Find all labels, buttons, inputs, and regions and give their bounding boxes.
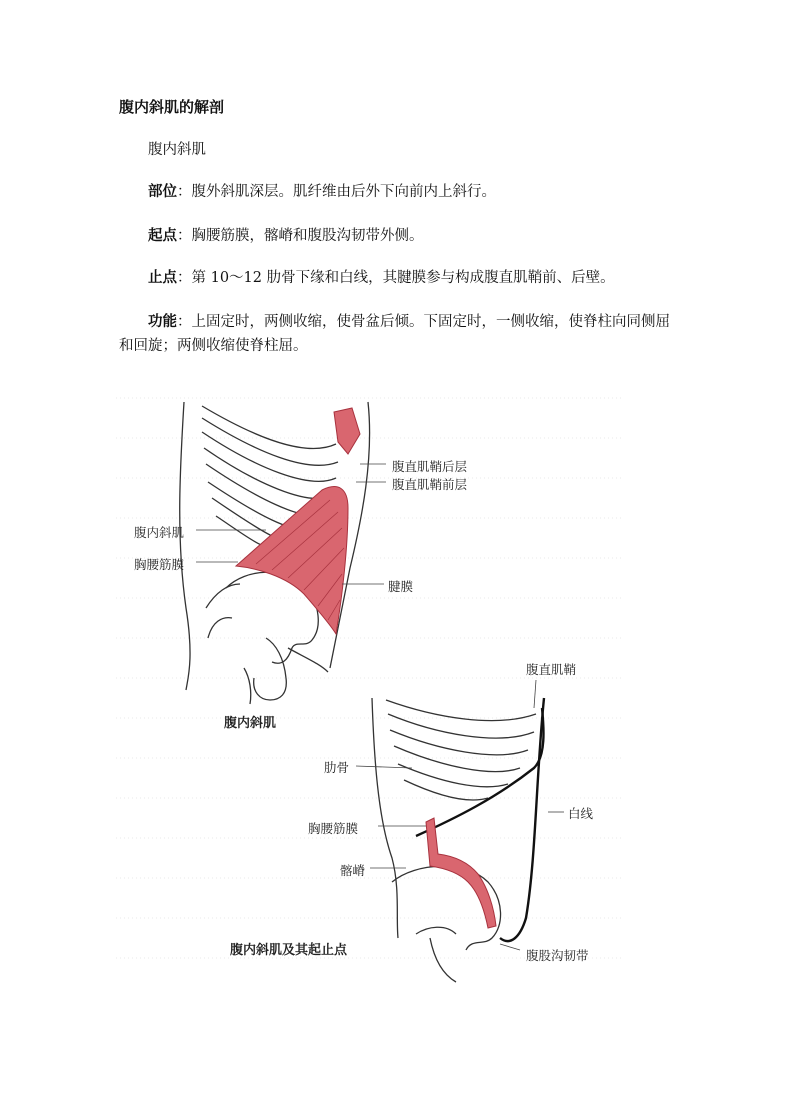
linea-alba-line	[500, 698, 544, 941]
section-label: 部位	[148, 184, 177, 200]
section-insertion	[119, 266, 679, 290]
section-text: ：上固定时，两侧收缩，使骨盆后倾。下固定时，一侧收缩，使脊柱向同侧屈和回旋；两侧收缩使脊柱屈。	[119, 314, 670, 354]
section-label: 功能	[148, 314, 177, 330]
anatomy-illustration	[116, 378, 622, 984]
section-text: ：腹外斜肌深层。肌纤维由后外下向前内上斜行。	[177, 184, 496, 200]
internal-oblique-muscle	[236, 487, 348, 634]
label-rib: 肋骨	[324, 760, 350, 775]
section-location	[119, 180, 679, 204]
section-label: 起点	[148, 228, 177, 244]
caption-bottom: 腹内斜肌及其起止点	[230, 943, 348, 958]
label-rectus-posterior: 腹直肌鞘后层	[392, 459, 468, 474]
origin-strip	[426, 818, 496, 928]
label-internal-oblique: 腹内斜肌	[134, 525, 185, 540]
label-linea-alba: 白线	[568, 806, 594, 821]
upper-muscle-strip	[334, 408, 360, 454]
label-iliac-crest: 髂嵴	[340, 863, 366, 878]
page-title: 腹内斜肌的解剖	[119, 98, 225, 116]
label-rectus-sheath: 腹直肌鞘	[526, 662, 577, 677]
label-thoracolumbar-fascia: 胸腰筋膜	[134, 557, 185, 572]
anatomy-figure	[116, 378, 622, 984]
caption-top: 腹内斜肌	[224, 716, 277, 731]
section-origin	[119, 224, 679, 248]
section-text: ：胸腰筋膜，髂嵴和腹股沟韧带外侧。	[177, 228, 424, 244]
label-aponeurosis: 腱膜	[388, 579, 414, 594]
label-thoracolumbar-fascia-2: 胸腰筋膜	[308, 821, 359, 836]
section-label: 止点	[148, 270, 177, 286]
label-inguinal-ligament: 腹股沟韧带	[526, 948, 589, 963]
section-function	[119, 310, 679, 358]
section-text: ：第 10～12 肋骨下缘和白线，其腱膜参与构成腹直肌鞘前、后壁。	[177, 270, 615, 286]
label-rectus-anterior: 腹直肌鞘前层	[392, 477, 468, 492]
subtitle: 腹内斜肌	[148, 142, 206, 158]
